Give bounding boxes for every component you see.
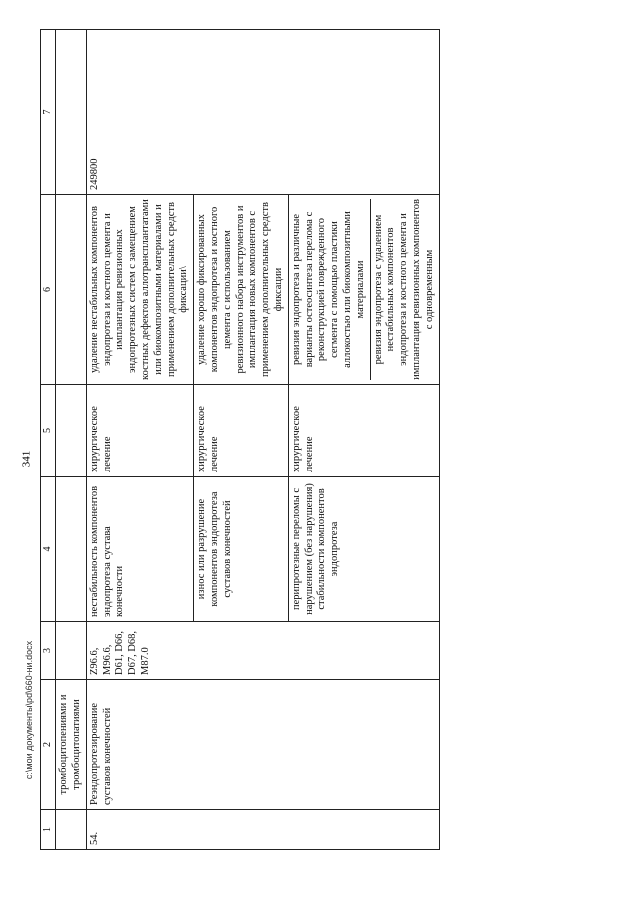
treatment-table	[40, 29, 440, 850]
row-model: перипротезные переломы с нарушением (без нарушения) стабильности компонентов эндопротеза	[288, 477, 439, 622]
table-row	[86, 30, 193, 850]
row-number: 54.	[86, 810, 439, 850]
cont-col2-text: тромбоцитопениями и тромбоцитопатиями	[56, 680, 87, 810]
row-treatment-type: хирургическое лечение	[86, 385, 193, 477]
col-header-6: 6	[41, 195, 56, 385]
col-header-2: 2	[41, 680, 56, 810]
row-method	[288, 195, 439, 385]
cont-col7	[56, 30, 87, 195]
rotated-table-sheet	[40, 30, 540, 850]
row-codes: Z96.6, M96.6, D61, D66, D67, D68, M87.0	[86, 622, 439, 680]
row-price: 249800	[86, 30, 439, 195]
footer-file-path: c:\мои документы\pd\660-ни.docx	[24, 640, 35, 780]
row-method: удаление нестабильных компонентов эндопротеза и костного цемента и имплантация ревизионных эндопротезных систем с замещением костных дефектов аллотрансплантатами или биокомпозитными материалами и применением дополнительных средств фиксации\	[86, 195, 193, 385]
cont-col1	[56, 810, 87, 850]
row-method-a: ревизия эндопротеза и различные варианты остеосинтеза перелома с реконструкцией поврежденного сегмента с помощью пластики аллокостью или биокомпозитными материалами	[290, 211, 366, 368]
row-method: удаление хорошо фиксированных компонентов эндопротеза и костного цемента с использованием ревизионного набора инструментов и имплантация новых компонентов с применением дополнительных средств фиксации	[194, 195, 289, 385]
continuation-row	[56, 30, 87, 850]
col-header-4: 4	[41, 477, 56, 622]
cont-col5	[56, 385, 87, 477]
page-number: 341	[20, 450, 33, 468]
cont-col3	[56, 622, 87, 680]
row-treatment-type: хирургическое лечение	[194, 385, 289, 477]
row-name: Реэндопротезирование суставов конечностей	[86, 680, 439, 810]
row-model: нестабильность компонентов эндопротеза сустава конечности	[86, 477, 193, 622]
col-header-1: 1	[41, 810, 56, 850]
column-number-row	[41, 30, 56, 850]
col-header-7: 7	[41, 30, 56, 195]
col-header-3: 3	[41, 622, 56, 680]
row-model: износ или разрушение компонентов эндопротеза суставов конечностей	[194, 477, 289, 622]
cont-col6	[56, 195, 87, 385]
cont-col4	[56, 477, 87, 622]
row-treatment-type: хирургическое лечение	[288, 385, 439, 477]
row-method-b: ревизия эндопротеза с удалением нестабильных компонентов эндопротеза и костного цемента и имплантация ревизионных компонентов с одновременным	[370, 199, 437, 380]
col-header-5: 5	[41, 385, 56, 477]
